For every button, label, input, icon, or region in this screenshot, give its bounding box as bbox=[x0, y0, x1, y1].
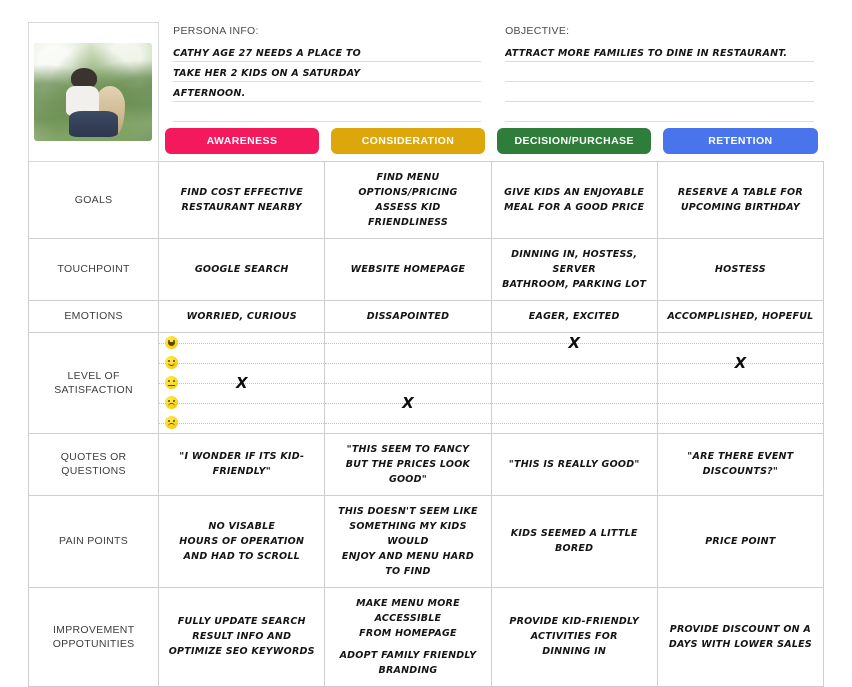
improvement-consideration-line-2: FROM HOMEPAGE bbox=[359, 627, 457, 639]
satisfaction-level-row-1 bbox=[159, 333, 324, 353]
emotions-decision bbox=[491, 300, 657, 332]
satisfaction-level-row-4 bbox=[159, 393, 324, 413]
objective-line-3 bbox=[505, 82, 813, 102]
satisfaction-x-mark: X bbox=[402, 393, 414, 412]
stage-cell-decision-purchase bbox=[491, 122, 657, 162]
touchpoint-retention bbox=[657, 238, 823, 300]
satisfaction-gridline bbox=[159, 363, 324, 364]
satisfaction-emoji-scale bbox=[165, 333, 183, 433]
satisfaction-level-row-1 bbox=[325, 333, 490, 353]
neutral-emoji bbox=[165, 376, 178, 389]
row-label-satisfaction-line-1: LEVEL OF bbox=[67, 369, 120, 382]
stage-cell-retention bbox=[657, 122, 823, 162]
goals-consideration-line-2: ASSESS KID FRIENDLINESS bbox=[367, 201, 448, 228]
persona-info-cell bbox=[159, 23, 491, 122]
satisfaction-level-row-4 bbox=[325, 393, 490, 413]
improvement-decision bbox=[491, 587, 657, 686]
satisfaction-gridline bbox=[658, 363, 823, 364]
emoji-mouth bbox=[168, 423, 175, 427]
row-label-pain-points: PAIN POINTS bbox=[29, 495, 159, 587]
pain-points-awareness bbox=[159, 495, 325, 587]
touchpoint-awareness-line-1: GOOGLE SEARCH bbox=[194, 263, 289, 275]
satisfaction-level-row-2 bbox=[325, 353, 490, 373]
satisfaction-consideration bbox=[325, 332, 491, 433]
persona-info-text-3: AFTERNOON. bbox=[173, 87, 246, 99]
emotions-awareness-line-1: WORRIED, CURIOUS bbox=[186, 310, 297, 322]
photo-mother-skirt bbox=[69, 111, 119, 137]
satisfaction-x-mark: X bbox=[235, 373, 248, 392]
improvement-consideration-gap bbox=[334, 641, 481, 648]
row-label-quotes-line-2: OR QUESTIONS bbox=[61, 451, 127, 477]
goals-decision bbox=[491, 161, 657, 238]
emotions-retention-line-1: ACCOMPLISHED, HOPEFUL bbox=[667, 310, 814, 322]
improvement-consideration-line-4: ADOPT FAMILY FRIENDLY bbox=[339, 649, 477, 661]
satisfaction-gridline bbox=[159, 403, 324, 404]
improvement-awareness bbox=[159, 587, 325, 686]
improvement-retention-line-1: PROVIDE DISCOUNT ON A bbox=[669, 623, 812, 635]
touchpoint-decision-line-2: BATHROOM, PARKING LOT bbox=[502, 278, 647, 290]
stage-button-awareness[interactable]: AWARENESS bbox=[165, 128, 319, 154]
satisfaction-awareness bbox=[159, 332, 325, 433]
goals-retention-line-1: RESERVE A TABLE FOR bbox=[677, 186, 803, 198]
quotes-decision-line-1: "THIS IS REALLY GOOD" bbox=[508, 458, 640, 470]
emotions-decision-line-1: EAGER, EXCITED bbox=[528, 310, 620, 322]
pain-points-awareness-line-2: HOURS OF OPERATION bbox=[179, 535, 305, 547]
persona-photo-cell bbox=[29, 23, 159, 162]
stage-button-retention[interactable]: RETENTION bbox=[663, 128, 817, 154]
emoji-mouth bbox=[168, 362, 175, 366]
satisfaction-decision bbox=[491, 332, 657, 433]
emoji-eye bbox=[168, 420, 170, 422]
satisfaction-gridline bbox=[492, 423, 657, 424]
persona-info-lines bbox=[173, 42, 481, 122]
satisfaction-track-consideration bbox=[325, 333, 490, 433]
satisfaction-level-row-5 bbox=[159, 413, 324, 433]
satisfaction-retention bbox=[657, 332, 823, 433]
goals-retention bbox=[657, 161, 823, 238]
persona-info-line-3 bbox=[173, 82, 481, 102]
quotes-awareness bbox=[159, 433, 325, 495]
persona-info-line-1 bbox=[173, 42, 481, 62]
row-label-improvement bbox=[29, 587, 159, 686]
improvement-consideration-line-5: BRANDING bbox=[378, 664, 438, 676]
goals-awareness bbox=[159, 161, 325, 238]
objective-cell bbox=[491, 23, 823, 122]
row-label-improvement-line-2: OPPOTUNITIES bbox=[52, 637, 135, 650]
improvement-decision-line-1: PROVIDE KID-FRIENDLY bbox=[509, 616, 639, 627]
objective-lines bbox=[505, 42, 813, 122]
touchpoint-retention-line-1: HOSTESS bbox=[714, 263, 766, 275]
goals-decision-line-1: GIVE KIDS AN ENJOYABLE bbox=[504, 186, 645, 198]
improvement-decision-line-2: ACTIVITIES FOR bbox=[530, 631, 618, 642]
improvement-retention bbox=[657, 587, 823, 686]
emoji-mouth bbox=[168, 385, 175, 386]
row-label-satisfaction bbox=[29, 332, 159, 433]
satisfaction-track-decision bbox=[492, 333, 657, 433]
goals-consideration-line-1: FIND MENU OPTIONS/PRICING bbox=[358, 171, 458, 198]
persona-info-text-1: CATHY AGE 27 NEEDS A PLACE TO bbox=[173, 47, 361, 59]
goals-awareness-line-1: FIND COST EFFECTIVE bbox=[180, 186, 303, 198]
row-improvement bbox=[29, 587, 824, 686]
row-emotions bbox=[29, 300, 824, 332]
happy-emoji bbox=[165, 356, 178, 369]
goals-consideration bbox=[325, 161, 491, 238]
satisfaction-gridline bbox=[159, 383, 324, 384]
satisfaction-gridline bbox=[658, 403, 823, 404]
satisfaction-gridline bbox=[325, 343, 490, 344]
satisfaction-track-retention bbox=[658, 333, 823, 433]
objective-line-4 bbox=[505, 102, 813, 122]
pain-points-consideration-line-3: ENJOY AND MENU HARD TO FIND bbox=[341, 550, 475, 577]
row-pain-points bbox=[29, 495, 824, 587]
satisfaction-level-row-2 bbox=[492, 353, 657, 373]
emoji-eye bbox=[168, 400, 170, 402]
goals-awareness-line-2: RESTAURANT NEARBY bbox=[181, 201, 302, 213]
pain-points-consideration bbox=[325, 495, 491, 587]
improvement-decision-line-3: DINNING IN bbox=[542, 646, 607, 657]
improvement-consideration bbox=[325, 587, 491, 686]
improvement-awareness-line-3: OPTIMIZE SEO KEYWORDS bbox=[168, 646, 315, 657]
row-quotes bbox=[29, 433, 824, 495]
quotes-retention-line-1: "ARE THERE EVENT DISCOUNTS?" bbox=[687, 451, 794, 477]
pain-points-consideration-line-1: THIS DOESN'T SEEM LIKE bbox=[338, 505, 478, 517]
satisfaction-track-awareness bbox=[159, 333, 324, 433]
objective-title: OBJECTIVE: bbox=[505, 24, 570, 37]
satisfaction-level-row-1 bbox=[658, 333, 823, 353]
improvement-retention-line-2: DAYS WITH LOWER SALES bbox=[668, 638, 812, 650]
satisfaction-gridline bbox=[325, 363, 490, 364]
emoji-eye bbox=[168, 380, 170, 382]
satisfaction-gridline bbox=[492, 363, 657, 364]
stage-cell-consideration bbox=[325, 122, 491, 162]
satisfaction-gridline bbox=[159, 423, 324, 424]
satisfaction-gridline bbox=[325, 383, 490, 384]
satisfaction-level-row-3 bbox=[159, 373, 324, 393]
satisfaction-level-row-3 bbox=[492, 373, 657, 393]
objective-line-2 bbox=[505, 62, 813, 82]
persona-info-title: PERSONA INFO: bbox=[173, 24, 259, 37]
satisfaction-level-row-2 bbox=[658, 353, 823, 373]
emoji-mouth bbox=[168, 342, 175, 346]
stage-cell-awareness bbox=[159, 122, 325, 162]
improvement-awareness-line-1: FULLY UPDATE SEARCH bbox=[177, 616, 306, 627]
row-satisfaction bbox=[29, 332, 824, 433]
improvement-awareness-line-2: RESULT INFO AND bbox=[192, 631, 292, 642]
quotes-consideration-line-2: BUT THE PRICES LOOK GOOD" bbox=[345, 458, 471, 485]
satisfaction-gridline bbox=[658, 423, 823, 424]
satisfaction-level-row-1 bbox=[492, 333, 657, 353]
satisfaction-level-row-2 bbox=[159, 353, 324, 373]
touchpoint-decision bbox=[491, 238, 657, 300]
customer-journey-map-table bbox=[28, 22, 824, 687]
emotions-consideration-line-1: DISSAPOINTED bbox=[366, 310, 450, 322]
pain-points-awareness-line-3: AND HAD TO SCROLL bbox=[183, 550, 300, 562]
satisfaction-level-row-3 bbox=[325, 373, 490, 393]
emoji-eye bbox=[173, 400, 175, 402]
stage-button-decision-purchase[interactable]: DECISION/PURCHASE bbox=[497, 128, 651, 154]
very-happy-emoji bbox=[165, 336, 178, 349]
row-label-improvement-line-1: IMPROVEMENT bbox=[52, 623, 135, 636]
emotions-awareness bbox=[159, 300, 325, 332]
persona-info-line-2 bbox=[173, 62, 481, 82]
satisfaction-gridline bbox=[325, 423, 490, 424]
satisfaction-level-row-3 bbox=[658, 373, 823, 393]
quotes-awareness-line-1: "I WONDER IF ITS KID-FRIENDLY" bbox=[179, 451, 305, 477]
satisfaction-gridline bbox=[658, 343, 823, 344]
emotions-consideration bbox=[325, 300, 491, 332]
emoji-eye bbox=[173, 420, 175, 422]
quotes-consideration bbox=[325, 433, 491, 495]
row-label-emotions: EMOTIONS bbox=[29, 300, 159, 332]
satisfaction-gridline bbox=[325, 403, 490, 404]
touchpoint-awareness bbox=[159, 238, 325, 300]
pain-points-awareness-line-1: NO VISABLE bbox=[208, 520, 276, 532]
pain-points-decision-line-1: KIDS SEEMED A LITTLE BORED bbox=[510, 528, 638, 554]
satisfaction-level-row-4 bbox=[492, 393, 657, 413]
pain-points-consideration-line-2: SOMETHING MY KIDS WOULD bbox=[349, 520, 467, 547]
quotes-retention bbox=[657, 433, 823, 495]
touchpoint-consideration bbox=[325, 238, 491, 300]
stage-button-consideration[interactable]: CONSIDERATION bbox=[331, 128, 485, 154]
satisfaction-gridline bbox=[492, 383, 657, 384]
satisfaction-x-mark: X bbox=[568, 333, 580, 352]
row-label-satisfaction-line-2: SATISFACTION bbox=[54, 383, 133, 396]
row-touchpoint bbox=[29, 238, 824, 300]
row-goals bbox=[29, 161, 824, 238]
satisfaction-level-row-5 bbox=[325, 413, 490, 433]
objective-line-1 bbox=[505, 42, 813, 62]
persona-info-line-4 bbox=[173, 102, 481, 122]
row-label-goals: GOALS bbox=[29, 161, 159, 238]
persona-info-text-2: TAKE HER 2 KIDS ON A SATURDAY bbox=[173, 67, 361, 79]
emoji-mouth bbox=[168, 403, 175, 407]
goals-decision-line-2: MEAL FOR A GOOD PRICE bbox=[504, 201, 645, 213]
satisfaction-gridline bbox=[492, 403, 657, 404]
satisfaction-level-row-5 bbox=[658, 413, 823, 433]
emoji-eye bbox=[173, 380, 175, 382]
satisfaction-level-row-5 bbox=[492, 413, 657, 433]
goals-retention-line-2: UPCOMING BIRTHDAY bbox=[680, 201, 800, 213]
satisfaction-x-mark: X bbox=[734, 353, 747, 372]
row-label-touchpoint: TOUCHPOINT bbox=[29, 238, 159, 300]
quotes-decision bbox=[491, 433, 657, 495]
satisfaction-gridline bbox=[159, 343, 324, 344]
sad-emoji bbox=[165, 396, 178, 409]
quotes-consideration-line-1: "THIS SEEM TO FANCY bbox=[346, 443, 470, 455]
row-label-quotes-line-1: QUOTES bbox=[60, 451, 107, 463]
photo-figures bbox=[62, 68, 126, 137]
improvement-consideration-line-1: MAKE MENU MORE ACCESSIBLE bbox=[356, 597, 460, 624]
satisfaction-level-row-4 bbox=[658, 393, 823, 413]
pain-points-retention-line-1: PRICE POINT bbox=[705, 535, 776, 547]
header-row bbox=[29, 23, 824, 122]
row-label-quotes bbox=[29, 433, 159, 495]
touchpoint-decision-line-1: DINNING IN, HOSTESS, SERVER bbox=[511, 248, 638, 275]
satisfaction-gridline bbox=[658, 383, 823, 384]
persona-photo bbox=[34, 43, 152, 141]
emotions-retention bbox=[657, 300, 823, 332]
pain-points-decision bbox=[491, 495, 657, 587]
very-sad-emoji bbox=[165, 416, 178, 429]
touchpoint-consideration-line-1: WEBSITE HOMEPAGE bbox=[350, 263, 466, 275]
objective-text-1: ATTRACT MORE FAMILIES TO DINE IN RESTAURANT. bbox=[505, 47, 788, 59]
pain-points-retention bbox=[657, 495, 823, 587]
satisfaction-gridline bbox=[492, 343, 657, 344]
